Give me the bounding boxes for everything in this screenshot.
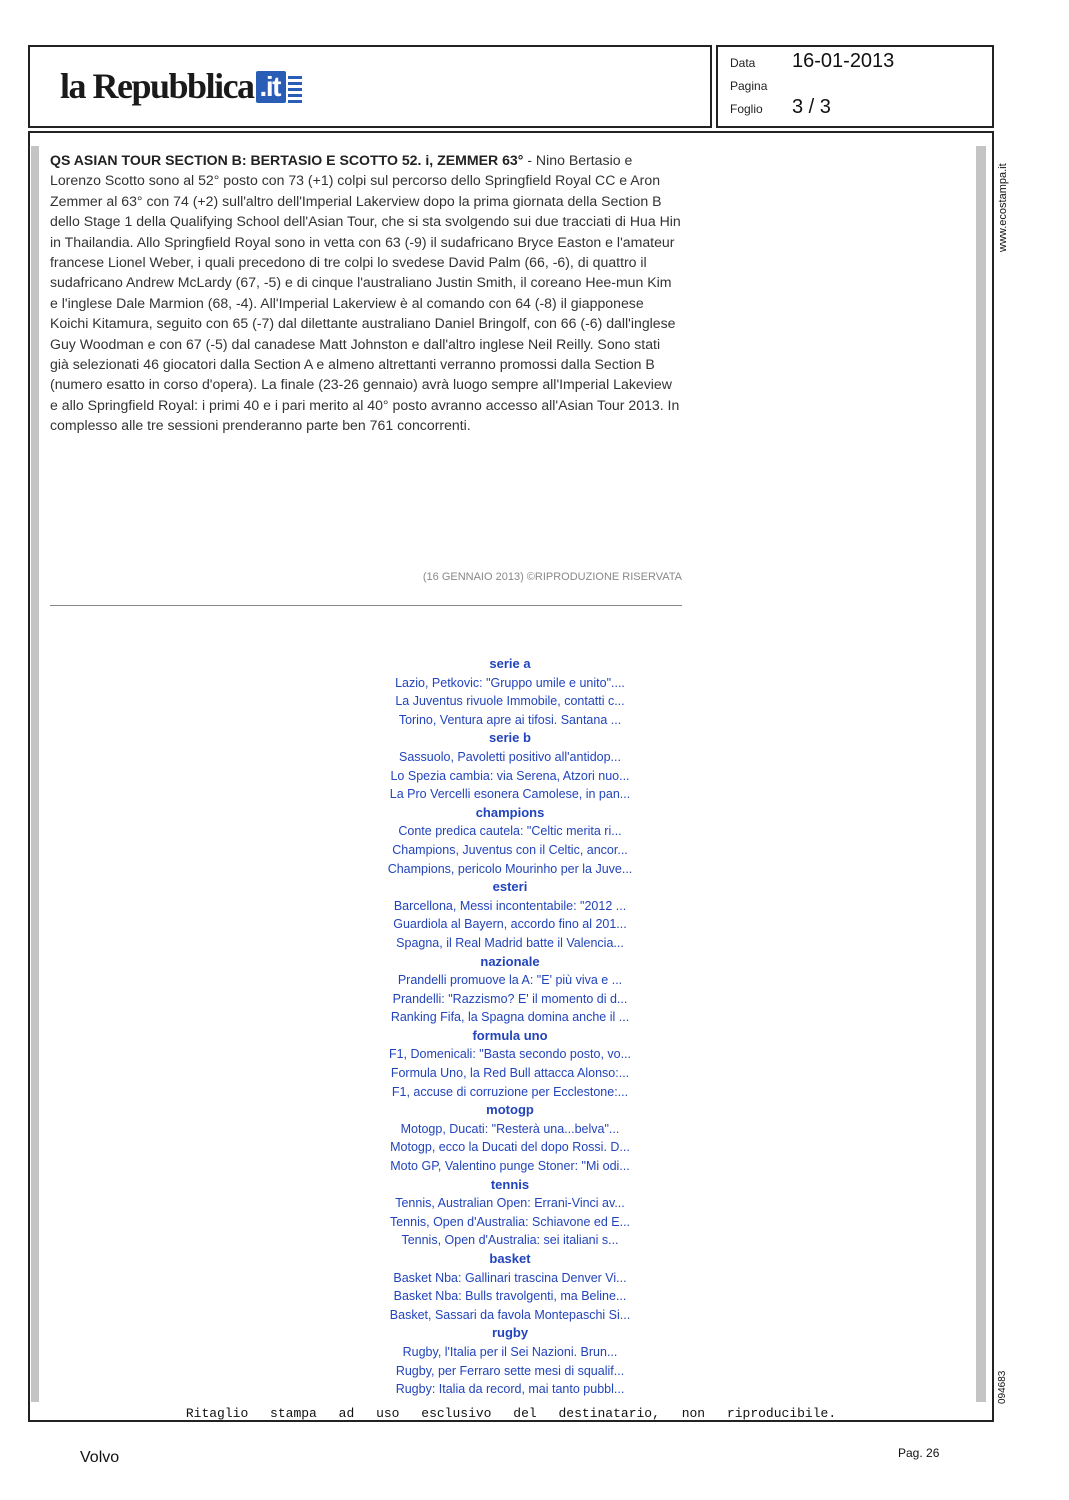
clipping-code: 094683 [997,1370,1008,1404]
news-link[interactable]: Tennis, Australian Open: Errani-Vinci av... [395,1196,625,1211]
section-heading[interactable]: formula uno [472,1027,548,1043]
news-link[interactable]: Barcellona, Messi incontentabile: "2012 ... [393,898,627,913]
news-link[interactable]: Motogp, ecco la Ducati del dopo Rossi. D... [390,1140,630,1155]
news-link[interactable]: Motogp, Ducati: "Resterà una...belva"... [400,1121,620,1136]
news-link[interactable]: Sassuolo, Pavoletti positivo all'antidop... [399,749,621,764]
news-link[interactable]: Conte predica cautela: "Celtic merita ri... [398,824,622,839]
foglio-value: 3 / 3 [792,96,831,118]
news-link[interactable]: Basket Nba: Bulls travolgenti, ma Beline... [393,1289,627,1304]
repubblica-logo [60,65,302,107]
section-heading[interactable]: serie a [489,656,531,671]
news-link[interactable]: Prandelli: "Razzismo? E' il momento di d... [392,991,628,1006]
article-body: - Nino Bertasio e Lorenzo Scotto sono al 52° posto con 73 (+1) colpi sul percorso dello Springfield Royal CC e Aron Zemmer al 63° con 74 (+2) sull'altro dell'Imperial Lakerview dopo la prima giornata della Section B dello Stage 1 della Qualifying School dell'Asian Tour, che si sta svolgendo sui due tracciati di Hua Hin in Thailandia. Allo Springfield Royal sono in vetta con 63 (-9) il sudafricano Bryce Easton e l'amateur francese Lionel Weber, i quali precedono di tre colpi lo svedese David Palm (66, -6), di quattro il sudafricano Andrew McLardy (67, -5) e di cinque l'australiano Justin Smith, il coreano Hee-mun Kim e l'inglese Dale Marmion (68, -4). All'Imperial Lakerview è al comando con 64 (-8) il giapponese Koichi Kitamura, seguito con 65 (-7) dal dilettante australiano Daniel Bringolf, con 66 (-6) dall'inglese Guy Woodman e con 67 (-5) dal canadese Matt Johnston e dall'altro inglese Neil Reilly. Sono stati già selezionati 46 giocatori dalla Section A e almeno altrettanti verranno promossi dalla Section B (numero esatto in corso d'opera). La finale (23-26 gennaio) avrà luogo sempre all'Imperial Lakeview e allo Springfield Royal: i primi 40 e i pari merito al 40° posto avranno accesso all'Asian Tour 2013. In complesso alle tre sessioni prenderanno parte ben 761 concorrenti. [50,152,681,434]
news-link[interactable]: Champions, pericolo Mourinho per la Juve... [387,861,633,876]
news-link[interactable]: Moto GP, Valentino punge Stoner: "Mi odi... [390,1159,630,1174]
news-link[interactable]: Lo Spezia cambia: via Serena, Atzori nuo... [390,768,630,783]
section-heading[interactable]: champions [475,804,545,820]
page-number: Pag. 26 [898,1446,940,1460]
divider [50,605,682,606]
data-value: 16-01-2013 [792,50,895,72]
clipping-disclaimer: Ritaglio stampa ad uso esclusivo del destinatario, non riproducibile. [185,1406,837,1421]
ecostampa-url: www.ecostampa.it [997,163,1009,252]
news-link[interactable]: La Juventus rivuole Immobile, contatti c... [395,694,625,709]
news-link[interactable]: Tennis, Open d'Australia: Schiavone ed E... [389,1214,631,1229]
logo-suffix: .it [256,71,286,103]
news-link[interactable]: Spagna, il Real Madrid batte il Valencia... [396,935,624,950]
news-link[interactable]: Guardiola al Bayern, accordo fino al 201... [393,917,627,932]
news-link[interactable]: Basket Nba: Gallinari trascina Denver Vi... [393,1270,627,1285]
right-scan-bar [976,146,986,1402]
news-link[interactable]: Rugby: Italia da record, mai tanto pubbl... [395,1382,625,1397]
article-text [50,150,682,436]
pagina-label: Pagina [730,79,768,93]
section-heading[interactable]: nazionale [480,953,540,969]
news-link[interactable]: F1, accuse di corruzione per Ecclestone:... [391,1084,629,1099]
news-link[interactable]: Formula Uno, la Red Bull attacca Alonso:... [390,1066,630,1081]
logo-stripes-icon [288,76,302,104]
news-link[interactable]: Tennis, Open d'Australia: sei italiani s... [401,1233,619,1248]
foglio-label: Foglio [730,102,763,116]
section-heading[interactable]: motogp [486,1102,534,1118]
clipping-meta-box [716,45,994,128]
left-scan-bar [31,146,39,1402]
news-link[interactable]: Torino, Ventura apre ai tifosi. Santana ... [398,712,622,727]
data-label: Data [730,56,756,70]
section-heading[interactable]: serie b [489,730,531,746]
copyright-line: (16 GENNAIO 2013) ©RIPRODUZIONE RISERVATA [422,571,682,583]
news-link[interactable]: La Pro Vercelli esonera Camolese, in pan... [389,787,631,802]
article-headline: QS ASIAN TOUR SECTION B: BERTASIO E SCOTTO 52. i, ZEMMER 63° [50,152,524,168]
section-heading[interactable]: basket [489,1251,531,1266]
logo-text: la Repubblica [60,66,254,106]
masthead-box [28,45,712,128]
news-link[interactable]: Rugby, per Ferraro sette mesi di squalif... [395,1363,625,1378]
section-heading[interactable]: tennis [490,1176,530,1192]
news-link[interactable]: Ranking Fifa, la Spagna domina anche il ... [390,1010,630,1025]
news-link[interactable]: Prandelli promuove la A: "E' più viva e ... [397,973,623,988]
related-links [360,655,660,1399]
section-heading[interactable]: rugby [491,1325,529,1341]
news-link[interactable]: Champions, Juventus con il Celtic, ancor... [392,842,628,857]
news-link[interactable]: Lazio, Petkovic: "Gruppo umile e unito".... [395,675,625,690]
section-heading[interactable]: esteri [492,879,528,895]
news-link[interactable]: Basket, Sassari da favola Montepaschi Si... [389,1307,631,1322]
news-link[interactable]: Rugby, l'Italia per il Sei Nazioni. Brun... [402,1344,618,1359]
news-link[interactable]: F1, Domenicali: "Basta secondo posto, vo... [388,1047,632,1062]
client-name: Volvo [80,1449,120,1466]
